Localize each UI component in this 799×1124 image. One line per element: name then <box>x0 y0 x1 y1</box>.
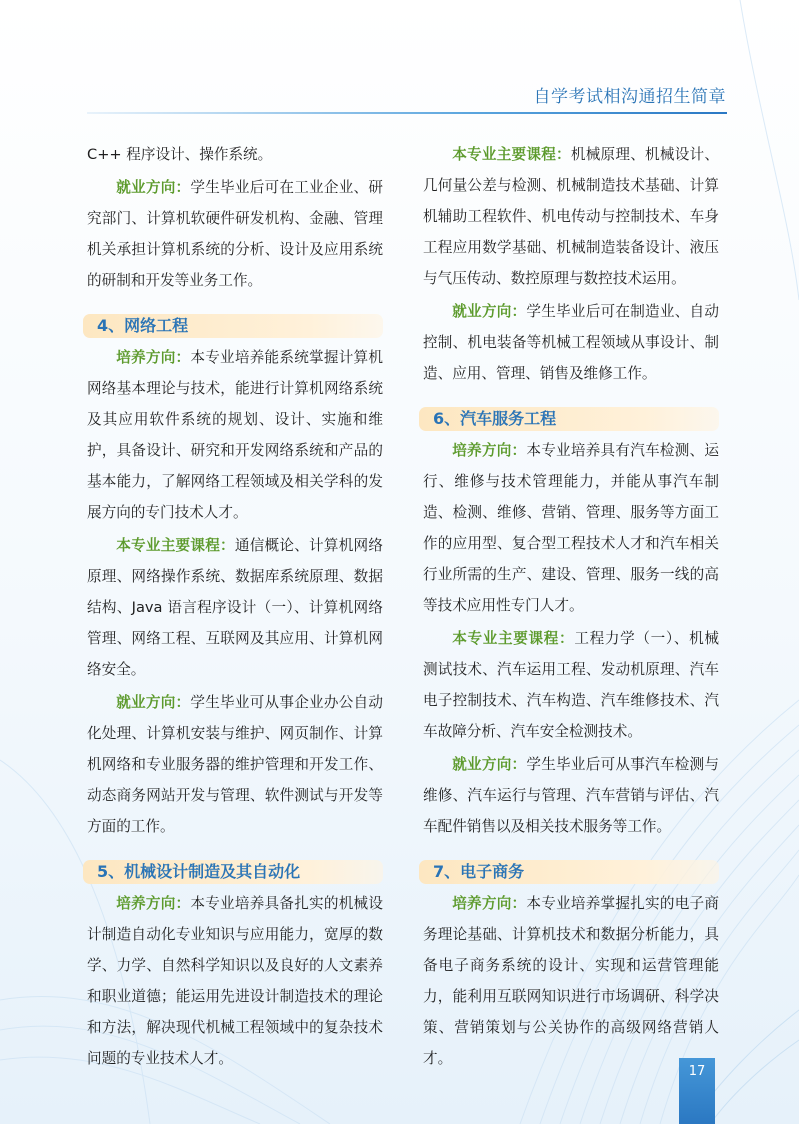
paragraph-label: 就业方向： <box>452 756 527 773</box>
paragraph-text: 机械原理、机械设计、几何量公差与检测、机械制造技术基础、计算机辅助工程软件、机电传动与控制技术、车身工程应用数学基础、机械制造装备设计、液压与气压传动、数控原理与数控技术运用。 <box>423 146 719 287</box>
paragraph-label: 培养方向： <box>116 349 191 366</box>
paragraph <box>423 749 719 842</box>
section-heading: 5、机械设计制造及其自动化 <box>83 860 383 884</box>
paragraph-label: 本专业主要课程： <box>452 630 575 647</box>
paragraph-text: 通信概论、计算机网络原理、网络操作系统、数据库系统原理、数据结构、Java 语言程序设计（一）、计算机网络管理、网络工程、互联网及其应用、计算机网络安全。 <box>87 537 383 678</box>
paragraph <box>87 139 383 170</box>
paragraph-text: 本专业培养能系统掌握计算机网络基本理论与技术，能进行计算机网络系统及其应用软件系统的规划、设计、实施和维护，具备设计、研究和开发网络系统和产品的基本能力，了解网络工程领域及相关学科的发展方向的专门技术人才。 <box>87 349 383 521</box>
paragraph-label: 本专业主要课程： <box>116 537 235 554</box>
paragraph-text: 工程力学（一）、机械测试技术、汽车运用工程、发动机原理、汽车电子控制技术、汽车构造、汽车维修技术、汽车故障分析、汽车安全检测技术。 <box>423 630 719 740</box>
left-column <box>87 139 383 1076</box>
paragraph-label: 就业方向： <box>116 179 191 196</box>
paragraph-label: 培养方向： <box>452 442 527 459</box>
section-heading: 4、网络工程 <box>83 314 383 338</box>
paragraph-text: C++ 程序设计、操作系统。 <box>87 146 273 163</box>
paragraph <box>87 687 383 842</box>
paragraph-label: 培养方向： <box>452 895 527 912</box>
header-title: 自学考试相沟通招生简章 <box>533 87 726 107</box>
paragraph-label: 本专业主要课程： <box>452 146 571 163</box>
paragraph-label: 培养方向： <box>116 895 191 912</box>
paragraph-text: 本专业培养具备扎实的机械设计制造自动化专业知识与应用能力，宽厚的数学、力学、自然科学知识以及良好的人文素养和职业道德；能运用先进设计制造技术的理论和方法，解决现代机械工程领域中的复杂技术问题的专业技术人才。 <box>87 895 383 1067</box>
paragraph <box>87 530 383 685</box>
paragraph-text: 学生毕业后可从事汽车检测与维修、汽车运行与管理、汽车营销与评估、汽车配件销售以及相关技术服务等工作。 <box>423 756 719 835</box>
paragraph-text: 本专业培养掌握扎实的电子商务理论基础、计算机技术和数据分析能力，具备电子商务系统的设计、实现和运营管理能力，能利用互联网知识进行市场调研、科学决策、营销策划与公关协作的高级网络营销人才。 <box>423 895 719 1067</box>
paragraph-label: 就业方向： <box>452 303 527 320</box>
section-heading: 7、电子商务 <box>419 860 719 884</box>
page-number: 17 <box>688 1064 706 1079</box>
header-divider <box>87 112 727 114</box>
paragraph <box>87 888 383 1074</box>
page-number-tab <box>679 1058 715 1124</box>
paragraph <box>87 342 383 528</box>
paragraph <box>423 435 719 621</box>
paragraph-text: 学生毕业后可在工业企业、研究部门、计算机软硬件研发机构、金融、管理机关承担计算机系统的分析、设计及应用系统的研制和开发等业务工作。 <box>87 179 383 289</box>
section-heading: 6、汽车服务工程 <box>419 407 719 431</box>
paragraph <box>87 172 383 296</box>
paragraph-text: 学生毕业可从事企业办公自动化处理、计算机安装与维护、网页制作、计算机网络和专业服务器的维护管理和开发工作、动态商务网站开发与管理、软件测试与开发等方面的工作。 <box>87 694 383 835</box>
paragraph-text: 本专业培养具有汽车检测、运行、维修与技术管理能力，并能从事汽车制造、检测、维修、营销、管理、服务等方面工作的应用型、复合型工程技术人才和汽车相关行业所需的生产、建设、管理、服务一线的高等技术应用性专门人才。 <box>423 442 719 614</box>
paragraph <box>423 623 719 747</box>
paragraph-label: 就业方向： <box>116 694 191 711</box>
paragraph-text: 学生毕业后可在制造业、自动控制、机电装备等机械工程领域从事设计、制造、应用、管理、销售及维修工作。 <box>423 303 719 382</box>
right-column <box>423 139 719 1076</box>
paragraph <box>423 139 719 294</box>
paragraph <box>423 888 719 1074</box>
paragraph <box>423 296 719 389</box>
